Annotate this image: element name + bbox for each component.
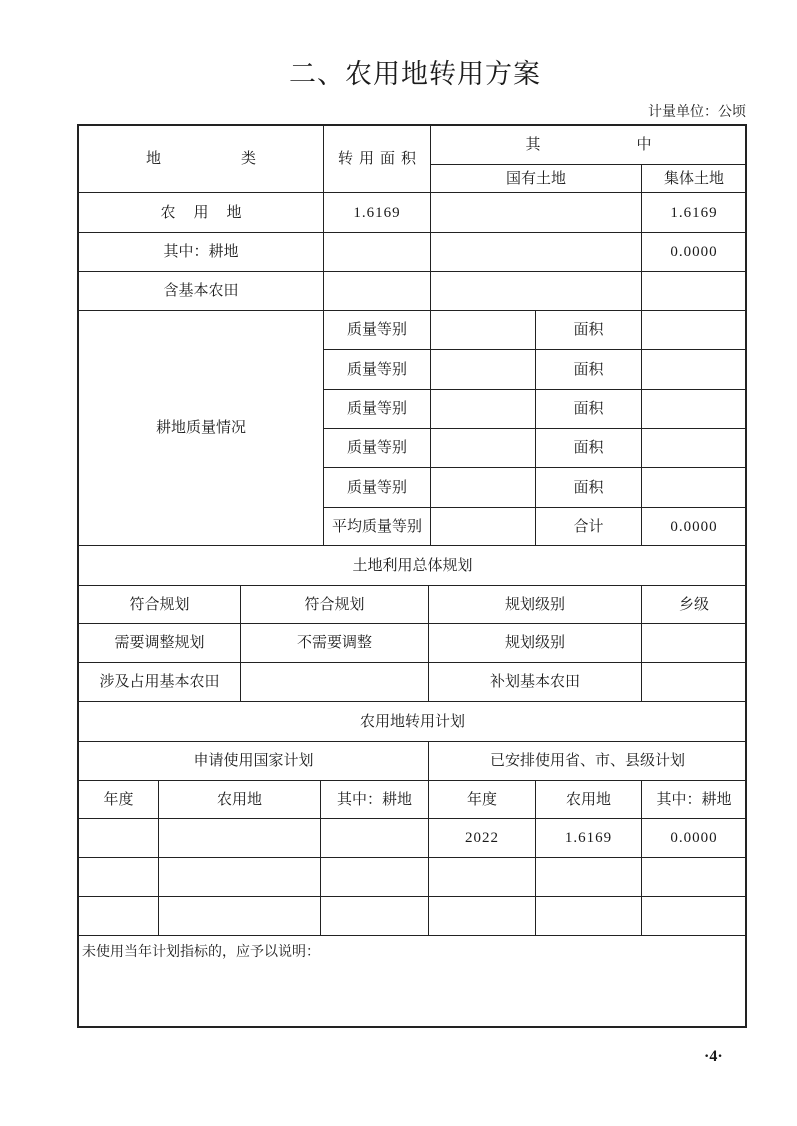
quality-grade-value [431,468,536,508]
header-of-which: 其中 [431,126,747,165]
planning-conform-label: 符合规划 [79,586,241,624]
table-cell [536,897,642,936]
basic-farmland-collective [642,272,747,311]
cultivated-area [324,233,431,272]
quality-area-value [642,311,747,350]
page-title: 二、农用地转用方案 [289,59,541,89]
page-number: ·4· [704,1048,723,1065]
quality-grade-value [431,429,536,468]
table-cell [321,897,429,936]
farmland-collective: 1.6169 [642,193,747,233]
col-local-farmland: 农用地 [536,781,642,819]
quality-grade-label: 质量等别 [324,429,431,468]
quality-grade-value [431,311,536,350]
local-plan-label: 已安排使用省、市、县级计划 [429,742,747,781]
average-grade-label: 平均质量等别 [324,508,431,546]
total-label: 合计 [536,508,642,546]
national-plan-label: 申请使用国家计划 [79,742,429,781]
quality-area-label: 面积 [536,468,642,508]
local-year-value: 2022 [429,819,536,858]
quality-area-value [642,390,747,429]
col-local-cultivated: 其中：耕地 [642,781,747,819]
planning-level-value: 乡级 [642,586,747,624]
local-cultivated-value: 0.0000 [642,819,747,858]
planning-level-value [642,624,747,663]
quality-area-value [642,350,747,390]
table-cell [642,897,747,936]
col-national-year: 年度 [79,781,159,819]
table-cell [159,858,321,897]
quality-area-label: 面积 [536,390,642,429]
table-cell [536,858,642,897]
quality-area-value [642,468,747,508]
header-converted-area: 转用面积 [324,126,431,193]
conversion-plan-title: 农用地转用计划 [79,702,747,742]
local-farmland-value: 1.6169 [536,819,642,858]
table-cell [79,858,159,897]
header-collective-land: 集体土地 [642,165,747,193]
basic-farmland-state [431,272,642,311]
measurement-unit: 计量单位：公顷 [648,105,746,120]
planning-title: 土地利用总体规划 [79,546,747,586]
planning-basic-farmland-value [241,663,429,702]
col-national-farmland: 农用地 [159,781,321,819]
supplement-basic-farmland-value [642,663,747,702]
table-cell [429,897,536,936]
planning-adjust-label: 需要调整规划 [79,624,241,663]
total-value: 0.0000 [642,508,747,546]
supplement-basic-farmland-label: 补划基本农田 [429,663,642,702]
average-grade-value [431,508,536,546]
quality-grade-label: 质量等别 [324,311,431,350]
basic-farmland-area [324,272,431,311]
quality-grade-label: 质量等别 [324,350,431,390]
quality-grade-value [431,350,536,390]
farmland-area: 1.6169 [324,193,431,233]
quality-area-label: 面积 [536,311,642,350]
farmland-label: 农用地 [79,193,324,233]
quality-area-label: 面积 [536,350,642,390]
planning-level-label: 规划级别 [429,586,642,624]
header-land-type: 地类 [79,126,324,193]
farmland-state [431,193,642,233]
table-cell [321,819,429,858]
cultivated-state [431,233,642,272]
quality-label: 耕地质量情况 [79,311,324,546]
table-cell [79,819,159,858]
planning-conform-value: 符合规划 [241,586,429,624]
conversion-table [78,125,746,1027]
quality-grade-label: 质量等别 [324,468,431,508]
cultivated-collective: 0.0000 [642,233,747,272]
table-cell [159,897,321,936]
unused-plan-note: 未使用当年计划指标的，应予以说明： [79,936,747,1028]
quality-area-label: 面积 [536,429,642,468]
quality-grade-label: 质量等别 [324,390,431,429]
planning-basic-farmland-label: 涉及占用基本农田 [79,663,241,702]
quality-area-value [642,429,747,468]
col-local-year: 年度 [429,781,536,819]
table-cell [79,897,159,936]
basic-farmland-label: 含基本农田 [79,272,324,311]
planning-adjust-value: 不需要调整 [241,624,429,663]
planning-level-label: 规划级别 [429,624,642,663]
table-cell [642,858,747,897]
table-cell [159,819,321,858]
table-cell [429,858,536,897]
col-national-cultivated: 其中：耕地 [321,781,429,819]
header-state-land: 国有土地 [431,165,642,193]
quality-grade-value [431,390,536,429]
cultivated-label: 其中：耕地 [79,233,324,272]
table-cell [321,858,429,897]
